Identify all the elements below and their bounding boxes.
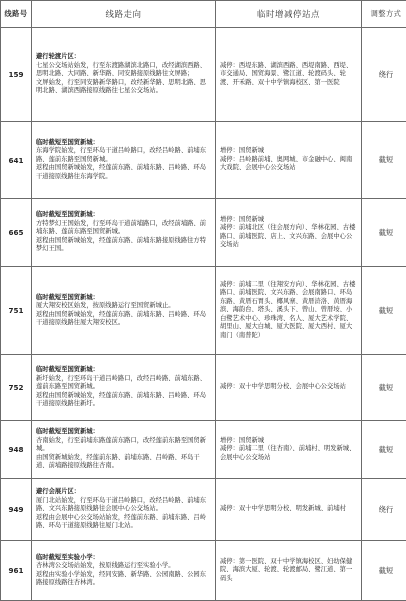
table-row	[1, 541, 406, 601]
stops-cell	[216, 541, 362, 601]
direction-title: 临时截短至国贸新城：	[36, 366, 211, 374]
adjustment-cell: 截短	[362, 355, 406, 421]
direction-text: 厦门北站始发，行至环岛干道吕岭路口，改经吕岭路、前埔东路、文兴东路接原线路往会展中心公交场站。 返程由会展中心公交场站始发，经莲前东路、前埔东路、吕岭路、环岛干道接原线路往厦门北站。	[36, 497, 206, 529]
adjustment-cell: 截短	[362, 541, 406, 601]
direction-text: 七星公交场站始发，行至东渡路湖滨北路口，改经湖滨西路、思明北路、大同路、新华路、同安路接原线路往文屏路； 文屏始发，行至同安路新华路口，改经新华路、思明北路、思明北路、湖滨西路接原线路往七星公交场站。	[36, 62, 206, 94]
direction-cell	[32, 267, 216, 355]
direction-text: 东海学院始发，行至环岛干道吕岭路口，改经吕岭路、前埔东路、莲前东路至国贸新城。 返程由国贸新城始发，经莲前东路、前埔东路、吕岭路、环岛干道接原线路往东海学院。	[36, 147, 206, 179]
table-row	[1, 421, 406, 479]
stops-cell	[216, 122, 362, 199]
stops-cell	[216, 28, 362, 122]
direction-cell	[32, 122, 216, 199]
header-stops: 临时增减停站点	[216, 1, 362, 28]
direction-title: 避行轮渡片区：	[36, 53, 211, 61]
table-row	[1, 199, 406, 267]
route-number: 961	[1, 541, 32, 601]
table-row	[1, 479, 406, 541]
table-header-row	[1, 1, 406, 28]
stops-text: 减停：前埔二里（往翔安方向）、华林花园、古楼路口、前埔医院、文兴东路、会展南路口、环岛东路、黄厝石胃头、椰风寨、黄厝浒洛、黄厝海滨、海韵台、塔头、溪头下、曾山、曾厝垵、小白鹭艺术中心、珍珠湾、名人、厦大艺术学院、胡里山、厦大白城、厦大医院、厦大西村、厦大南门（南普陀）	[216, 278, 361, 343]
adjustment-cell: 截短	[362, 421, 406, 479]
direction-cell	[32, 355, 216, 421]
route-number: 159	[1, 28, 32, 122]
direction-cell	[32, 541, 216, 601]
route-number: 949	[1, 479, 32, 541]
stops-cell	[216, 355, 362, 421]
route-number: 665	[1, 199, 32, 267]
direction-text: 方特梦幻王国始发，行至环岛干道前埔路口，改经前埔路、前埔东路、莲前东路至国贸新城。 返程由国贸新城始发，经莲前东路、前埔东路接原线路往方特梦幻王国。	[36, 220, 206, 252]
direction-text: 杏林湾公交场站始发，按原线路运行至实验小学。 返程由实验小学始发，经同安路、新华路、公园南路、公园东路接原线路往杏林湾。	[36, 562, 206, 586]
stops-text: 减停：第一医院、双十中学镇海校区、妇幼保健院、海滨大厦、轮渡、轮渡邮局、鹭江道、第一码头	[216, 555, 361, 586]
direction-cell	[32, 199, 216, 267]
table-row	[1, 122, 406, 199]
direction-cell	[32, 479, 216, 541]
direction-cell	[32, 421, 216, 479]
stops-cell	[216, 199, 362, 267]
stops-text: 增停：国贸新城 减停：前埔北区（往会展方向）、华林花园、古楼路口、前埔医院、店上、文兴东路、会展中心公交场站	[216, 213, 361, 253]
direction-title: 避行会展片区：	[36, 488, 211, 496]
header-route: 线路号	[1, 1, 32, 28]
stops-text: 减停：西堤东路、湖滨西路、西堤南路、西堤、市交通局、国贸海景、鹭江道、轮渡码头、轮渡、开禾路、双十中学镇海校区、第一医院	[216, 59, 361, 90]
direction-title: 临时截短至国贸新城：	[36, 211, 211, 219]
adjustment-cell: 绕行	[362, 479, 406, 541]
direction-title: 临时截短至国贸新城：	[36, 428, 211, 436]
direction-text: 杏南始发，行至前埔东路莲前东路口，改经莲前东路至国贸新城。 由国贸新城始发，经莲前东路、前埔东路、吕岭路、环岛干道、前埔路接原线路往杏南。	[36, 437, 206, 469]
header-direction: 线路走向	[32, 1, 216, 28]
direction-title: 临时截短至国贸新城：	[36, 294, 211, 302]
adjustment-cell: 截短	[362, 267, 406, 355]
table-row	[1, 267, 406, 355]
direction-cell	[32, 28, 216, 122]
route-number: 948	[1, 421, 32, 479]
header-adjustment: 调整方式	[362, 1, 406, 28]
direction-title: 临时截短至实验小学：	[36, 554, 211, 562]
direction-text: 新圩始发，行至环岛干道吕岭路口，改经吕岭路、前埔东路、莲前东路至国贸新城。 返程由国贸新城始发，经莲前东路、前埔东路、吕岭路、环岛干道接原线路往新圩。	[36, 375, 206, 407]
adjustment-cell: 绕行	[362, 28, 406, 122]
route-number: 641	[1, 122, 32, 199]
stops-text: 增停：国贸新城 减停：前埔二里（往杏南）、前埔村、明发新城、会展中心公交场站	[216, 434, 361, 465]
direction-text: 厦大翔安校区始发，按原线路运行至国贸新城止。 返程由国贸新城始发，经莲前东路、前埔东路、吕岭路、环岛干道接原线路往厦大翔安校区。	[36, 302, 206, 326]
stops-cell	[216, 421, 362, 479]
adjustment-cell: 截短	[362, 199, 406, 267]
route-number: 751	[1, 267, 32, 355]
stops-text: 增停：国贸新城 减停：吕岭路前埔、奥网城、市金融中心、闽南大戏院、会展中心公交场站	[216, 144, 361, 175]
stops-cell	[216, 479, 362, 541]
stops-text: 减停：双十中学思明分校、明发新城、前埔村	[216, 502, 361, 516]
stops-text: 减停：双十中学思明分校、会展中心公交场站	[216, 380, 361, 394]
adjustment-cell: 截短	[362, 122, 406, 199]
table-row	[1, 28, 406, 122]
direction-title: 临时截短至国贸新城：	[36, 139, 211, 147]
route-number: 752	[1, 355, 32, 421]
stops-cell	[216, 267, 362, 355]
table-row	[1, 355, 406, 421]
